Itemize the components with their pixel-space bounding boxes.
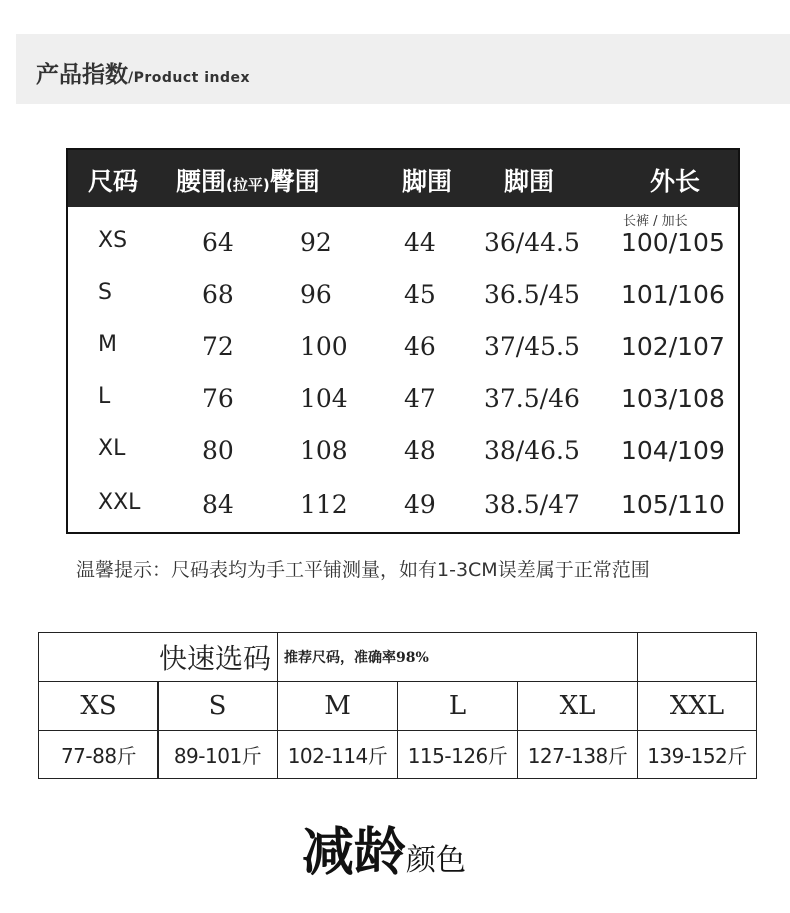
cell-waist: 76 xyxy=(202,384,234,413)
cell-hip: 108 xyxy=(300,436,348,465)
quick-size-xxl: XXL xyxy=(637,681,757,731)
header-hip: 臀围 xyxy=(269,167,320,196)
cell-hem-1: 47 xyxy=(404,384,436,413)
cell-size: XXL xyxy=(98,490,141,515)
cell-waist: 84 xyxy=(202,490,234,519)
cell-length: 105/110 xyxy=(621,490,725,519)
quick-weight-5: 127-138斤 xyxy=(517,730,638,779)
cell-length: 102/107 xyxy=(621,332,725,361)
header-hem-2: 脚围 xyxy=(504,167,555,196)
cell-size: XS xyxy=(98,228,128,253)
quick-size-xs: XS xyxy=(38,681,159,731)
section-title-cn: 产品指数 xyxy=(36,62,128,88)
length-subheader: 长裤 / 加长 xyxy=(623,214,688,229)
cell-hem-1: 45 xyxy=(404,280,436,309)
cell-hem-2: 37.5/46 xyxy=(484,384,580,413)
cell-hip: 92 xyxy=(300,228,332,257)
cell-size: M xyxy=(98,332,117,357)
cell-length: 104/109 xyxy=(621,436,725,465)
cell-size: XL xyxy=(98,436,126,461)
color-section-title xyxy=(302,810,466,885)
quick-weight-3: 102-114斤 xyxy=(277,730,398,779)
cell-hip: 112 xyxy=(300,490,348,519)
cell-length: 103/108 xyxy=(621,384,725,413)
header-waist-note: (拉平) xyxy=(226,176,270,194)
header-waist-label: 腰围 xyxy=(176,167,227,196)
section-title-en: /Product index xyxy=(128,70,251,86)
color-title-sub: 颜色 xyxy=(406,843,467,878)
header-waist xyxy=(176,162,320,198)
quick-weight-4: 115-126斤 xyxy=(397,730,518,779)
header-size: 尺码 xyxy=(88,167,139,196)
quick-weight-1: 77-88斤 xyxy=(38,730,159,779)
cell-length: 101/106 xyxy=(621,280,725,309)
cell-hip: 104 xyxy=(300,384,348,413)
size-table xyxy=(66,148,740,534)
quick-size-s: S xyxy=(157,681,278,731)
cell-hem-1: 46 xyxy=(404,332,436,361)
cell-length: 100/105 xyxy=(621,228,725,257)
quick-size-l: L xyxy=(397,681,518,731)
quick-weight-2: 89-101斤 xyxy=(157,730,278,779)
cell-hem-1: 48 xyxy=(404,436,436,465)
quick-weight-6: 139-152斤 xyxy=(637,730,757,779)
cell-hip: 96 xyxy=(300,280,332,309)
quick-select-empty-cell xyxy=(637,632,757,682)
section-title xyxy=(36,56,250,89)
size-table-header xyxy=(68,150,738,207)
header-hem-1: 脚围 xyxy=(402,167,453,196)
cell-hem-1: 44 xyxy=(404,228,436,257)
cell-size: S xyxy=(98,280,112,305)
cell-size: L xyxy=(98,384,111,409)
cell-hem-2: 38.5/47 xyxy=(484,490,580,519)
quick-size-xl: XL xyxy=(517,681,638,731)
cell-waist: 72 xyxy=(202,332,234,361)
cell-hip: 100 xyxy=(300,332,348,361)
cell-waist: 80 xyxy=(202,436,234,465)
cell-hem-2: 36/44.5 xyxy=(484,228,580,257)
cell-waist: 64 xyxy=(202,228,234,257)
header-length: 外长 xyxy=(650,167,701,196)
cell-hem-1: 49 xyxy=(404,490,436,519)
color-title-main: 减龄 xyxy=(302,823,407,883)
quick-select-note: 推荐尺码，准确率98% xyxy=(277,632,638,682)
cell-waist: 68 xyxy=(202,280,234,309)
cell-hem-2: 38/46.5 xyxy=(484,436,580,465)
quick-select-table xyxy=(38,632,757,779)
cell-hem-2: 36.5/45 xyxy=(484,280,580,309)
cell-hem-2: 37/45.5 xyxy=(484,332,580,361)
quick-select-title: 快速选码 xyxy=(38,632,278,682)
quick-size-m: M xyxy=(277,681,398,731)
measurement-tip: 温馨提示：尺码表均为手工平铺测量，如有1-3CM误差属于正常范围 xyxy=(76,559,650,581)
